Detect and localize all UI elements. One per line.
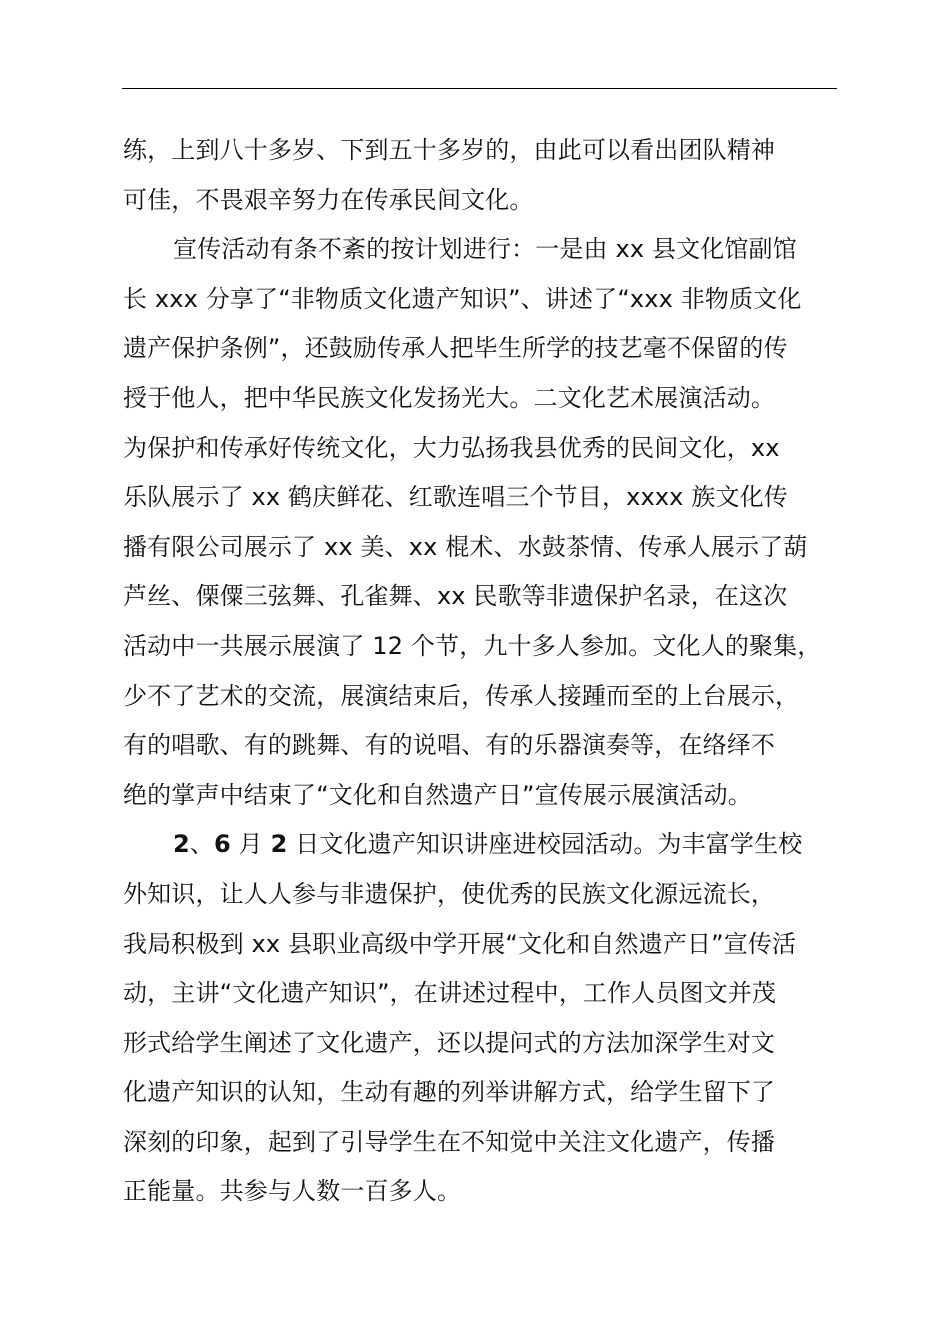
text-line: 形式给学生阐述了文化遗产，还以提问式的方法加深学生对文	[123, 1028, 776, 1057]
document-body	[123, 126, 858, 1217]
text-line: 绝的掌声中结束了“文化和自然遗产日”宣传展示展演活动。	[123, 780, 752, 809]
item-separator: 、	[189, 830, 215, 859]
text-line: 长 xxx 分享了“非物质文化遗产知识”、讲述了“xxx 非物质文化	[123, 284, 802, 313]
text-line: 乐队展示了 xx 鹤庆鲜花、红歌连唱三个节目，xxxx 族文化传	[123, 483, 788, 512]
text-line: 深刻的印象，起到了引导学生在不知觉中关注文化遗产，传播	[123, 1127, 776, 1156]
text-line: 动，主讲“文化遗产知识”，在讲述过程中，工作人员图文并茂	[123, 979, 777, 1008]
text-line: 遗产保护条例”，还鼓励传承人把毕生所学的技艺毫不保留的传	[123, 334, 788, 363]
text-line: 少不了艺术的交流，展演结束后，传承人接踵而至的上台展示，	[123, 681, 800, 710]
date-day: 2	[270, 830, 288, 859]
text-line: 芦丝、傈僳三弦舞、孔雀舞、xx 民歌等非遗保护名录，在这次	[123, 582, 788, 611]
text-line: 正能量。共参与人数一百多人。	[123, 1177, 462, 1206]
text-line: 练，上到八十多岁、下到五十多岁的，由此可以看出团队精神	[123, 136, 776, 164]
text-line: 我局积极到 xx 县职业高级中学开展“文化和自然遗产日”宣传活	[123, 929, 797, 958]
paragraph-start-line: 宣传活动有条不紊的按计划进行：一是由 xx 县文化馆副馆	[173, 235, 797, 264]
text-line: 外知识，让人人参与非遗保护，使优秀的民族文化源远流长，	[123, 879, 776, 908]
date-month-unit: 月	[230, 830, 271, 859]
text-line: 活动中一共展示展演了 12 个节，九十多人参加。文化人的聚集，	[123, 631, 822, 660]
paragraph-heading-line	[123, 820, 858, 870]
text-line: 化遗产知识的认知，生动有趣的列举讲解方式，给学生留下了	[123, 1078, 776, 1107]
text-line: 播有限公司展示了 xx 美、xx 棍术、水鼓茶情、传承人展示了葫	[123, 532, 808, 561]
item-number: 2	[173, 830, 190, 859]
text-line: 为保护和传承好传统文化，大力弘扬我县优秀的民间文化，xx	[123, 433, 780, 462]
text-line: 有的唱歌、有的跳舞、有的说唱、有的乐器演奏等，在络绎不	[123, 731, 776, 760]
text-line: 授于他人，把中华民族文化发扬光大。二文化艺术展演活动。	[123, 383, 776, 412]
header-rule	[122, 88, 837, 89]
date-month: 6	[214, 830, 231, 859]
text-line: 可佳，不畏艰辛努力在传承民间文化。	[123, 185, 534, 214]
heading-text: 日文化遗产知识讲座进校园活动。为丰富学生校	[287, 830, 803, 859]
